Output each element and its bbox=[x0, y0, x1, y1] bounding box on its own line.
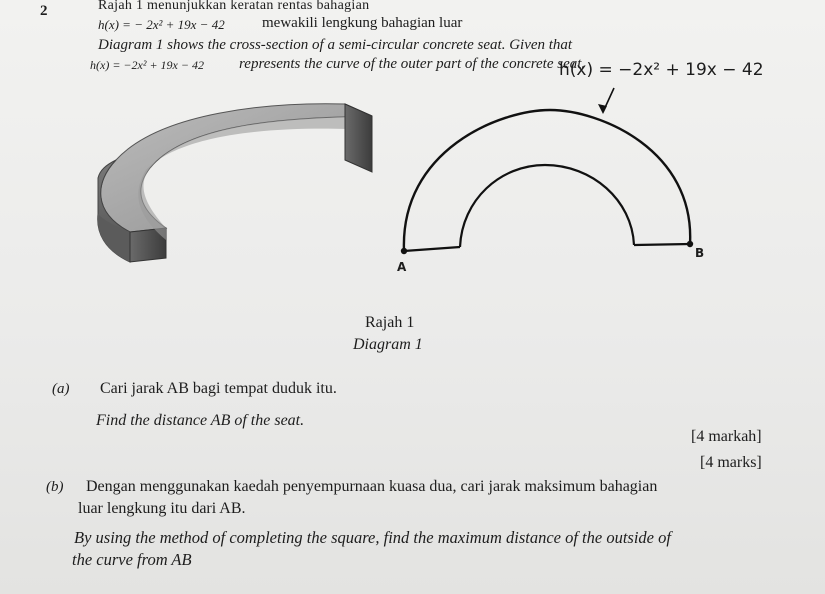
right-base-segment bbox=[634, 244, 690, 245]
point-b-label: B bbox=[695, 246, 705, 260]
point-a-label: A bbox=[397, 260, 407, 274]
function-small: h(x) = − 2x² + 19x − 42 bbox=[98, 17, 225, 32]
part-b-english-line2: the curve from AB bbox=[72, 550, 192, 569]
part-b-malay-line1: Dengan menggunakan kaedah penyempurnaan kuasa dua, cari jarak maksimum bahagian bbox=[86, 478, 658, 495]
intro-english-line1: Diagram 1 shows the cross-section of a semi-circular concrete seat. Given that bbox=[98, 37, 573, 53]
part-b-malay-line2: luar lengkung itu dari AB. bbox=[78, 500, 246, 517]
part-a-malay: Cari jarak AB bagi tempat duduk itu. bbox=[100, 380, 337, 397]
intro-malay: Rajah 1 menunjukkan keratan rentas bahagian bbox=[98, 0, 370, 13]
caption-malay: Rajah 1 bbox=[365, 314, 415, 331]
left-base-segment bbox=[404, 247, 460, 251]
part-a-marks-english: [4 marks] bbox=[700, 454, 762, 471]
part-a-label: (a) bbox=[52, 381, 70, 397]
function-small-2: h(x) = −2x² + 19x − 42 bbox=[90, 58, 204, 72]
part-a-english: Find the distance AB of the seat. bbox=[96, 412, 305, 429]
part-b-english-line1: By using the method of completing the square, find the maximum distance of the outside of bbox=[74, 528, 671, 547]
represents-malay: mewakili lengkung bahagian luar bbox=[262, 15, 463, 31]
point-a-marker bbox=[401, 248, 407, 254]
caption-english: Diagram 1 bbox=[353, 336, 423, 353]
part-a-marks-malay: [4 markah] bbox=[691, 428, 762, 445]
outer-curve bbox=[404, 110, 690, 251]
part-b-label: (b) bbox=[46, 479, 64, 495]
curve-equation-label: h(x) = −2x² + 19x − 42 bbox=[559, 60, 764, 80]
question-number: 2 bbox=[40, 3, 48, 19]
point-b-marker bbox=[687, 241, 693, 247]
intro-english-line2: represents the curve of the outer part of the concrete seat. bbox=[239, 56, 586, 72]
inner-curve bbox=[460, 165, 634, 247]
